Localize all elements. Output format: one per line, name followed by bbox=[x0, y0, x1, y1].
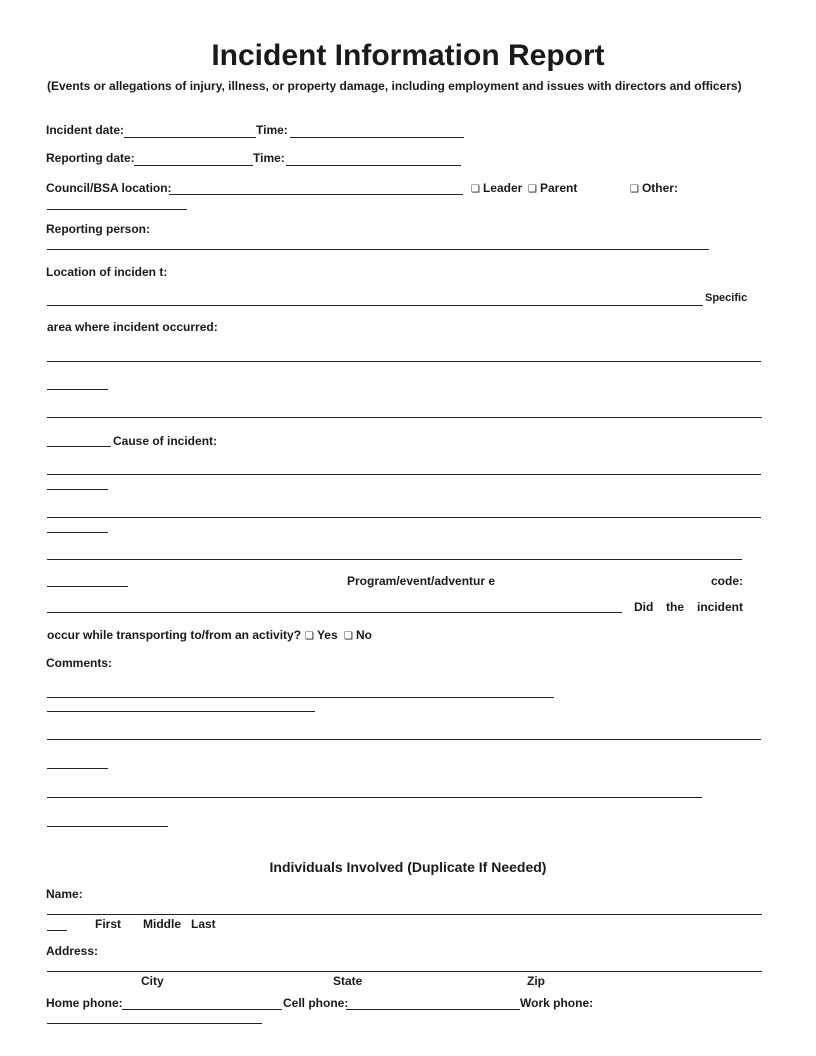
council-location-label: Council/BSA location: bbox=[46, 181, 172, 195]
address-label: Address: bbox=[46, 944, 99, 958]
cause-field-4[interactable] bbox=[47, 532, 108, 533]
work-phone-label: Work phone: bbox=[520, 996, 594, 1010]
program-code-field[interactable] bbox=[47, 612, 622, 613]
name-prefix-line[interactable] bbox=[47, 930, 67, 931]
no-checkbox[interactable] bbox=[344, 628, 372, 642]
reporting-date-label: Reporting date: bbox=[46, 151, 135, 165]
specific-label: Specific bbox=[705, 292, 748, 304]
cell-phone-field[interactable] bbox=[346, 1009, 520, 1010]
parent-label: Parent bbox=[539, 181, 578, 195]
location-field[interactable] bbox=[47, 305, 703, 306]
parent-checkbox[interactable] bbox=[528, 181, 577, 195]
checkbox-icon: ❑ bbox=[305, 631, 314, 642]
cause-field-2[interactable] bbox=[47, 489, 108, 490]
incident-word-label: incident bbox=[697, 600, 744, 614]
reporting-person-field[interactable] bbox=[47, 249, 709, 250]
other-label: Other: bbox=[641, 181, 678, 195]
page-subtitle: (Events or allegations of injury, illness, or property damage, including employment and issues with directors and officers) bbox=[47, 79, 742, 93]
reporting-time-field[interactable] bbox=[286, 165, 461, 166]
no-label: No bbox=[355, 628, 372, 642]
yes-checkbox[interactable] bbox=[305, 628, 338, 642]
code-label: code: bbox=[711, 574, 744, 588]
incident-time-label: Time: bbox=[256, 123, 288, 137]
comments-field-3[interactable] bbox=[47, 739, 761, 740]
incident-date-label: Incident date: bbox=[46, 123, 125, 137]
comments-label: Comments: bbox=[46, 656, 113, 670]
incident-date-field[interactable] bbox=[124, 137, 256, 138]
cell-phone-label: Cell phone: bbox=[283, 996, 349, 1010]
council-location-field[interactable] bbox=[169, 194, 463, 195]
did-label: Did bbox=[634, 600, 654, 614]
specific-area-field-1[interactable] bbox=[47, 361, 761, 362]
program-event-label: Program/event/adventur e bbox=[347, 574, 496, 588]
cause-prefix-line[interactable] bbox=[47, 446, 111, 447]
checkbox-icon: ❑ bbox=[471, 184, 480, 195]
zip-label: Zip bbox=[527, 974, 545, 988]
yes-label: Yes bbox=[316, 628, 338, 642]
cause-field-5[interactable] bbox=[47, 559, 742, 560]
comments-field-4[interactable] bbox=[47, 768, 108, 769]
specific-area-label: area where incident occurred: bbox=[47, 320, 218, 334]
reporting-date-field[interactable] bbox=[134, 165, 253, 166]
leader-checkbox[interactable] bbox=[471, 181, 522, 195]
cause-label: Cause of incident: bbox=[113, 434, 218, 448]
name-field[interactable] bbox=[47, 914, 762, 915]
cause-field-1[interactable] bbox=[47, 474, 761, 475]
comments-field-5[interactable] bbox=[47, 797, 702, 798]
cause-field-3[interactable] bbox=[47, 517, 761, 518]
checkbox-icon: ❑ bbox=[344, 631, 353, 642]
specific-area-field-2[interactable] bbox=[47, 389, 108, 390]
reporting-person-label: Reporting person: bbox=[46, 222, 150, 236]
reporting-time-label: Time: bbox=[253, 151, 285, 165]
leader-label: Leader bbox=[482, 181, 523, 195]
middle-label: Middle bbox=[143, 917, 181, 931]
individuals-heading: Individuals Involved (Duplicate If Needed) bbox=[269, 859, 547, 875]
checkbox-icon: ❑ bbox=[528, 184, 537, 195]
last-label: Last bbox=[191, 917, 216, 931]
city-label: City bbox=[141, 974, 164, 988]
home-phone-label: Home phone: bbox=[46, 996, 123, 1010]
cause-field-6[interactable] bbox=[47, 586, 128, 587]
comments-field-6[interactable] bbox=[47, 826, 168, 827]
specific-area-field-3[interactable] bbox=[47, 417, 762, 418]
address-field[interactable] bbox=[47, 971, 762, 972]
other-checkbox[interactable] bbox=[630, 181, 678, 195]
comments-field-2[interactable] bbox=[47, 711, 315, 712]
the-label: the bbox=[666, 600, 684, 614]
comments-field-1[interactable] bbox=[47, 697, 554, 698]
checkbox-icon: ❑ bbox=[630, 184, 639, 195]
page-title: Incident Information Report bbox=[211, 39, 605, 72]
work-phone-field[interactable] bbox=[47, 1023, 262, 1024]
location-label: Location of inciden t: bbox=[46, 265, 168, 279]
transport-question: occur while transporting to/from an activity? bbox=[47, 628, 302, 642]
other-field[interactable] bbox=[47, 209, 187, 210]
incident-time-field[interactable] bbox=[290, 137, 464, 138]
name-label: Name: bbox=[46, 887, 83, 901]
first-label: First bbox=[95, 917, 122, 931]
state-label: State bbox=[333, 974, 363, 988]
home-phone-field[interactable] bbox=[122, 1009, 282, 1010]
